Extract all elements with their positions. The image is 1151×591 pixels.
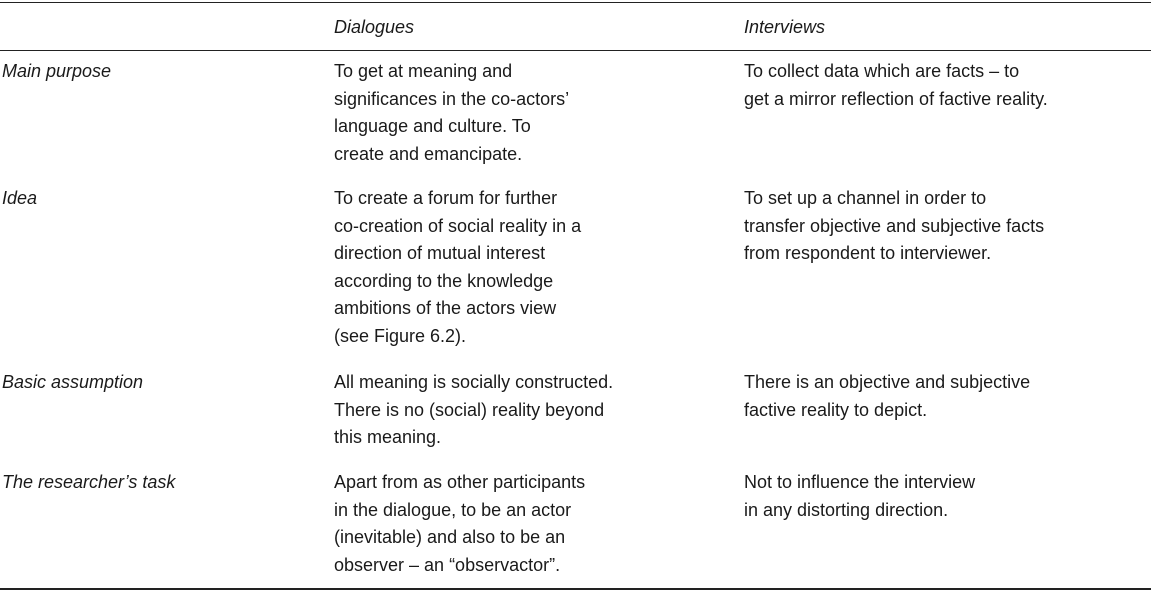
- cell-basic-assumption-interviews: There is an objective and subjective factive reality to depict.: [744, 372, 1031, 420]
- cell-basic-assumption-dialogues: All meaning is socially constructed. There is no (social) reality beyond this meaning.: [334, 372, 614, 447]
- cell-researchers-task-dialogues: Apart from as other participants in the dialogue, to be an actor (inevitable) and also to be an observer – an “observactor”.: [334, 472, 586, 575]
- column-header-interviews: Interviews: [744, 17, 826, 37]
- column-header-dialogues: Dialogues: [334, 17, 415, 37]
- row-label-main-purpose: Main purpose: [2, 61, 112, 81]
- row-label-researchers-task: The researcher’s task: [2, 472, 176, 492]
- cell-idea-interviews: To set up a channel in order to transfer objective and subjective facts from respondent to interviewer.: [744, 188, 1045, 263]
- cell-idea-dialogues: To create a forum for further co-creation of social reality in a direction of mutual interest according to the knowledge ambitions of the actors view (see Figure 6.2).: [334, 188, 582, 346]
- row-label-idea: Idea: [2, 188, 38, 208]
- cell-main-purpose-dialogues: To get at meaning and significances in the co-actors’ language and culture. To create and emancipate.: [334, 61, 570, 164]
- table-bottom-rule: [0, 588, 1151, 590]
- row-label-basic-assumption: Basic assumption: [2, 372, 144, 392]
- cell-researchers-task-interviews: Not to influence the interview in any distorting direction.: [744, 472, 976, 520]
- table-top-rule: [0, 2, 1151, 3]
- cell-main-purpose-interviews: To collect data which are facts – to get a mirror reflection of factive reality.: [744, 61, 1048, 109]
- header-rule: [0, 50, 1151, 51]
